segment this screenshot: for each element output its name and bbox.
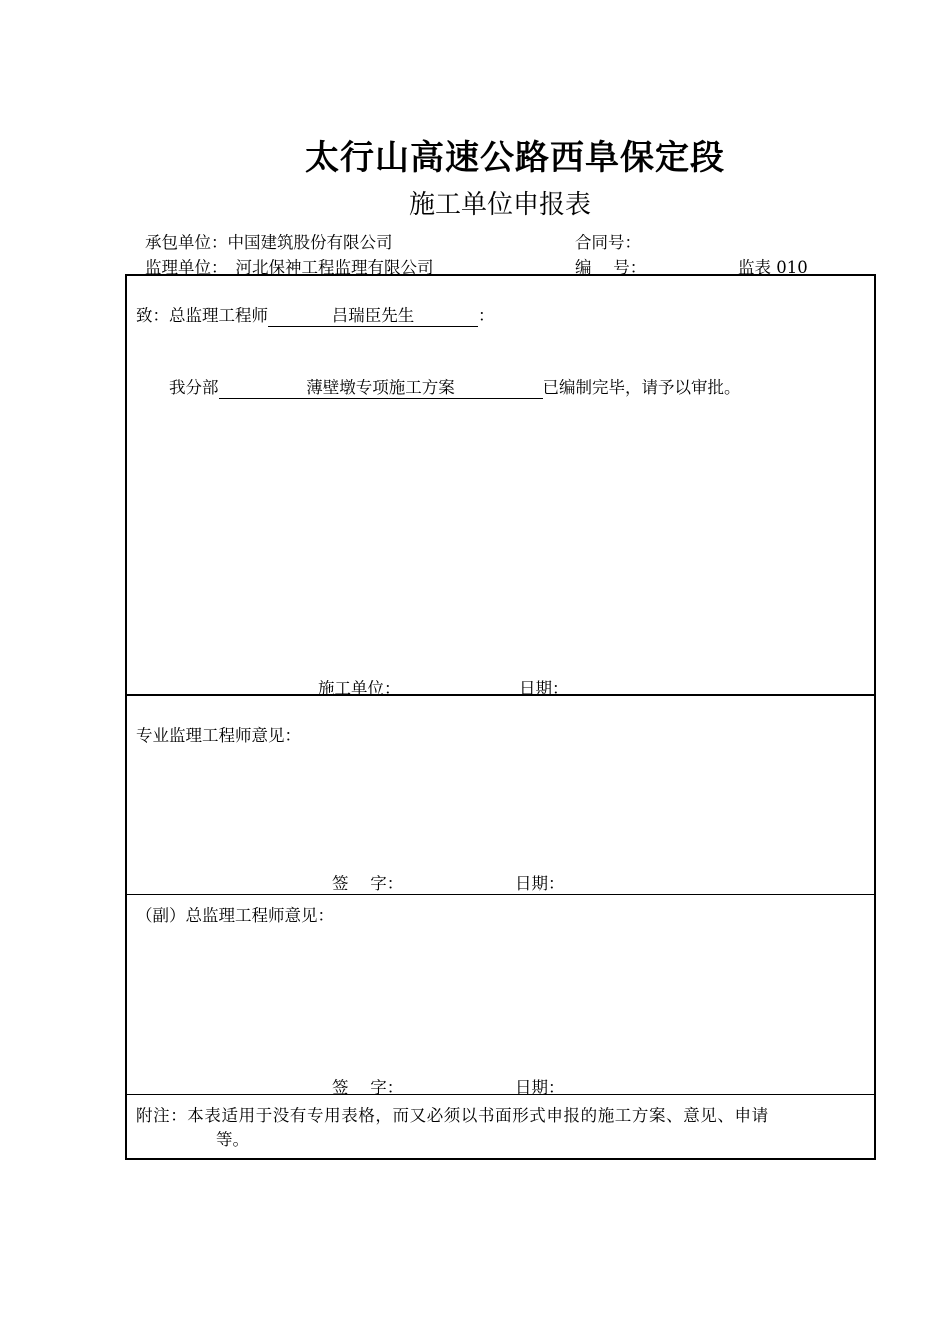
- divider-2: [127, 894, 874, 895]
- addressee-line: [136, 302, 495, 327]
- addressee-suffix: ：: [478, 306, 495, 325]
- supervisor-label: 监理单位：: [145, 258, 228, 277]
- section1-date-label: 日期：: [519, 679, 569, 698]
- request-suffix: 已编制完毕，请予以审批。: [542, 378, 741, 397]
- section2-date-label: 日期：: [515, 874, 565, 893]
- divider-3: [127, 1094, 874, 1095]
- contract-no-label: 合同号：: [575, 233, 641, 252]
- document-subtitle: 施工单位申报表: [408, 190, 591, 220]
- contractor-label: 承包单位：: [145, 233, 228, 252]
- serial-value: 监表 010: [738, 258, 808, 277]
- request-line: [169, 374, 741, 399]
- divider-1: [127, 694, 874, 696]
- specialist-opinion-label: 专业监理工程师意见：: [136, 726, 301, 745]
- serial-label: 编 号：: [575, 258, 647, 277]
- supervisor-value: 河北保神工程监理有限公司: [235, 258, 434, 277]
- request-prefix: 我分部: [169, 378, 219, 397]
- engineer-name: 吕瑞臣先生: [268, 306, 478, 327]
- chief-opinion-label: （副）总监理工程师意见：: [136, 906, 334, 925]
- document-title: 太行山高速公路西阜保定段: [305, 138, 725, 178]
- contractor-row: [145, 229, 393, 253]
- note-line-2: 等。: [216, 1130, 249, 1149]
- section3-date-label: 日期：: [515, 1078, 565, 1097]
- note-line-1: 附注：本表适用于没有专用表格，而又必须以书面形式申报的施工方案、意见、申请: [136, 1106, 769, 1125]
- section2-sign-label: 签 字：: [332, 874, 404, 893]
- addressee-label: 致：总监理工程师: [136, 306, 268, 325]
- section3-sign-label: 签 字：: [332, 1078, 404, 1097]
- construction-unit-label: 施工单位：: [318, 679, 401, 698]
- application-form: [125, 274, 876, 1160]
- plan-name: 薄壁墩专项施工方案: [219, 378, 543, 399]
- contractor-value: 中国建筑股份有限公司: [227, 233, 393, 252]
